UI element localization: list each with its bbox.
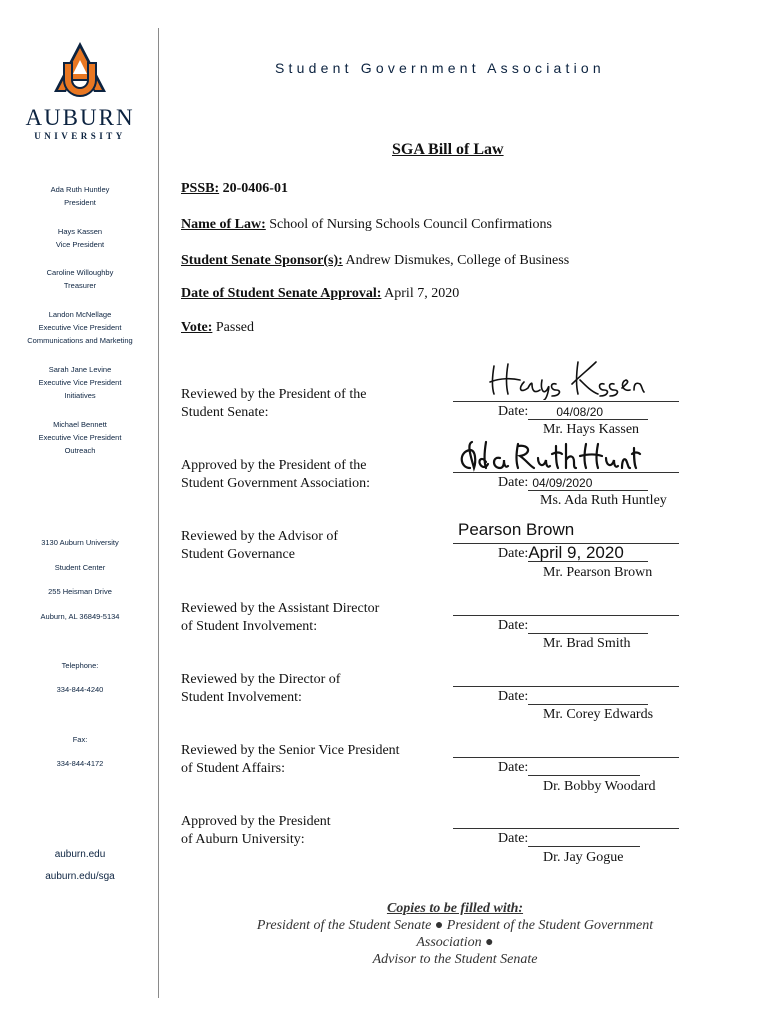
copies-line: Advisor to the Student Senate — [372, 952, 538, 967]
reviewer-name-7: Dr. Jay Gogue — [543, 850, 624, 865]
fax-block — [10, 728, 150, 776]
review-date-4 — [498, 618, 648, 634]
officer-role: Executive Vice President — [38, 433, 122, 442]
pssb-field — [181, 181, 288, 197]
review-line: Reviewed by the President of the — [181, 387, 367, 402]
officer-role: Vice President — [55, 240, 105, 249]
review-line: Reviewed by the Advisor of — [181, 529, 339, 544]
ada-ruth-huntley-signature — [456, 438, 642, 474]
date-value: 04/08/20 — [556, 405, 604, 419]
date-field[interactable] — [528, 761, 640, 776]
date-field[interactable] — [528, 543, 648, 562]
document-title: SGA Bill of Law — [392, 141, 504, 158]
review-line: Reviewed by the Assistant Director — [181, 601, 380, 616]
auburn-logo — [22, 40, 138, 141]
law-label: Name of Law: — [181, 217, 266, 232]
review-line: of Auburn University: — [181, 832, 305, 847]
officer-role-detail: Initiatives — [64, 391, 96, 400]
review-date-6 — [498, 760, 640, 776]
signature-line[interactable] — [453, 757, 679, 758]
signature-line[interactable] — [453, 828, 679, 829]
date-label: Date: — [498, 689, 529, 704]
telephone-number: 334-844-4240 — [56, 685, 104, 694]
sponsor-label: Student Senate Sponsor(s): — [181, 253, 343, 268]
vote-value: Passed — [215, 320, 254, 335]
officer-role: President — [64, 198, 96, 207]
sponsor-value: Andrew Dismukes, College of Business — [345, 253, 570, 268]
sidebar-divider — [158, 28, 159, 998]
fax-number: 334-844-4172 — [56, 759, 104, 768]
telephone-block — [10, 654, 150, 702]
review-line: Approved by the President — [181, 814, 331, 829]
date-value: 04/09/2020 — [532, 476, 593, 490]
copies-label: Copies to be filled with: — [386, 901, 524, 916]
officer-role-detail: Outreach — [64, 446, 96, 455]
officer-role: Executive Vice President — [38, 323, 122, 332]
review-line: Student Government Association: — [181, 476, 370, 491]
reviewer-name-5: Mr. Corey Edwards — [543, 707, 654, 722]
date-field[interactable] — [528, 405, 648, 420]
reviewer-name-6: Dr. Bobby Woodard — [543, 779, 656, 794]
logo-wordmark: AUBURN — [25, 105, 135, 130]
review-line: of Student Involvement: — [181, 619, 318, 634]
telephone-label: Telephone: — [61, 661, 99, 670]
review-label-4 — [181, 600, 379, 636]
review-label-2 — [181, 457, 370, 493]
review-label-3 — [181, 528, 338, 564]
pssb-label: PSSB: — [181, 181, 220, 196]
date-field[interactable] — [528, 619, 648, 634]
signature-line[interactable] — [453, 686, 679, 687]
review-date-5 — [498, 689, 648, 705]
signature-line[interactable] — [453, 615, 679, 616]
officer-3 — [10, 266, 150, 292]
logo-subtitle: UNIVERSITY — [34, 131, 126, 141]
sga-website-link[interactable]: auburn.edu/sga — [45, 871, 115, 882]
review-line: of Student Affairs: — [181, 761, 285, 776]
review-date-3 — [498, 543, 648, 562]
officer-name: Landon McNellage — [48, 310, 112, 319]
address-line: Student Center — [54, 562, 106, 572]
review-line: Student Senate: — [181, 405, 269, 420]
officer-5 — [10, 363, 150, 402]
date-field[interactable] — [528, 690, 648, 705]
review-line: Reviewed by the Senior Vice President — [181, 743, 400, 758]
copies-block — [200, 900, 710, 968]
pssb-value: 20-0406-01 — [222, 181, 288, 196]
officer-role: Executive Vice President — [38, 378, 122, 387]
date-label: Date: — [498, 546, 529, 561]
review-label-1 — [181, 386, 366, 422]
review-label-6 — [181, 742, 400, 778]
date-label: Date: — [498, 475, 529, 490]
reviewer-name-1: Mr. Hays Kassen — [543, 422, 640, 437]
review-line: Approved by the President of the — [181, 458, 367, 473]
signature-line — [453, 472, 679, 473]
date-label: Date: — [498, 831, 529, 846]
org-heading: Student Government Association — [275, 60, 605, 76]
officer-2 — [10, 225, 150, 251]
review-date-1 — [498, 404, 648, 420]
reviewer-name-2: Ms. Ada Ruth Huntley — [540, 493, 667, 508]
officer-name: Ada Ruth Huntley — [50, 185, 110, 194]
vote-field — [181, 320, 254, 336]
officer-name: Caroline Willoughby — [46, 268, 114, 277]
review-date-7 — [498, 831, 640, 847]
address-line: Auburn, AL 36849-5134 — [40, 611, 120, 621]
review-line: Reviewed by the Director of — [181, 672, 341, 687]
officer-name: Hays Kassen — [57, 227, 103, 236]
review-label-5 — [181, 671, 340, 707]
reviewer-name-4: Mr. Brad Smith — [543, 636, 631, 651]
review-label-7 — [181, 813, 331, 849]
officer-role-detail: Communications and Marketing — [27, 336, 133, 345]
officer-name: Sarah Jane Levine — [48, 365, 112, 374]
typed-signature-pearson-brown: Pearson Brown — [458, 520, 575, 539]
approval-label: Date of Student Senate Approval: — [181, 286, 382, 301]
au-monogram-icon — [49, 40, 111, 98]
copies-line: Association ● — [416, 935, 494, 950]
review-line: Student Governance — [181, 547, 295, 562]
fax-label: Fax: — [72, 735, 88, 744]
reviewer-name-3: Mr. Pearson Brown — [543, 565, 653, 580]
copies-line: President of the Student Senate ● President of the Student Government — [256, 918, 654, 933]
date-value: April 9, 2020 — [528, 543, 624, 562]
address-line: 3130 Auburn University — [41, 538, 119, 547]
officer-name: Michael Bennett — [53, 420, 107, 429]
officer-role: Treasurer — [63, 281, 97, 290]
vote-label: Vote: — [181, 320, 213, 335]
address-block — [10, 531, 150, 629]
officer-4 — [10, 308, 150, 347]
approval-field — [181, 286, 459, 302]
date-label: Date: — [498, 760, 529, 775]
date-label: Date: — [498, 404, 529, 419]
approval-value: April 7, 2020 — [384, 286, 460, 301]
sponsor-field — [181, 253, 569, 269]
web-links — [10, 844, 150, 888]
address-line: 255 Heisman Drive — [48, 587, 112, 596]
officer-6 — [10, 418, 150, 457]
review-line: Student Involvement: — [181, 690, 302, 705]
date-label: Date: — [498, 618, 529, 633]
law-field — [181, 217, 552, 233]
hays-kassen-signature — [486, 354, 646, 400]
review-date-2 — [498, 475, 648, 491]
website-link[interactable]: auburn.edu — [54, 849, 106, 860]
date-field[interactable] — [528, 832, 640, 847]
officer-1 — [10, 183, 150, 209]
date-field[interactable] — [528, 476, 648, 491]
law-value: School of Nursing Schools Council Confirmations — [269, 217, 552, 232]
signature-line — [453, 401, 679, 402]
